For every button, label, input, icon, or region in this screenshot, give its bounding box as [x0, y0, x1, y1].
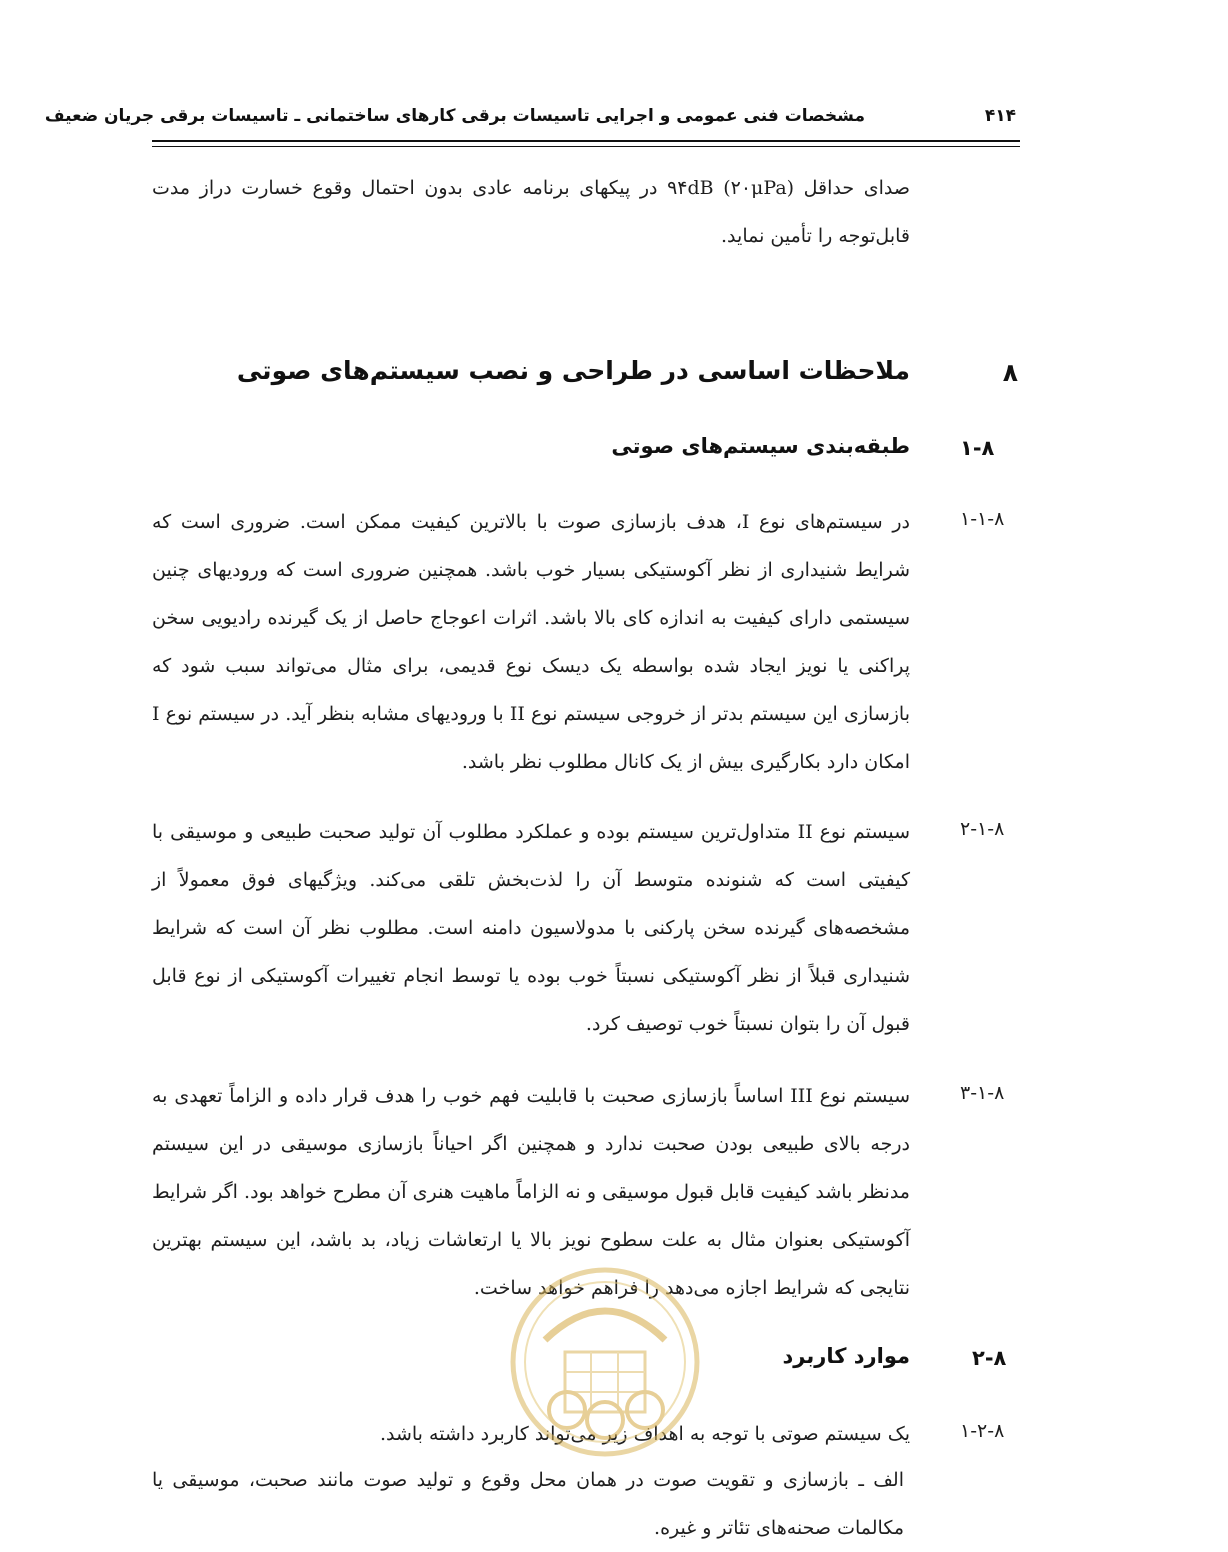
section-8-1-number: ۱-۸: [960, 436, 995, 460]
list-item-alef: الف ـ بازسازی و تقویت صوت در همان محل وقوع و تولید صوت مانند صحبت، موسیقی یا مکالمات صحنه‌های تئاتر و غیره.: [152, 1469, 904, 1539]
paragraph-number: ۱-۱-۸: [960, 508, 1005, 530]
header-title: مشخصات فنی عمومی و اجرایی تاسیسات برقی کارهای ساختمانی ـ تاسیسات برقی جریان ضعیف: [44, 106, 865, 126]
header-rule: [152, 140, 1020, 147]
paragraph-8-1-3: سیستم نوع III اساساً بازسازی صحبت با قابلیت فهم خوب را هدف قرار داده و الزاماً تعهدی به درجه بالای طبیعی بودن صحبت ندارد و همچنین اگر احیاناً بازسازی موسیقی در این سیستم مدنظر باشد کیفیت قابل قبول موسیقی و نه الزاماً ماهیت هنری آن مطرح خواهد بود. اگر شرایط آکوستیکی بعنوان مثال به علت سطوح نویز بالا یا ارتعاشات زیاد، بد باشد، این سیستم بهترین نتایجی که شرایط اجازه می‌دهد را فراهم خواهد ساخت.: [152, 1085, 910, 1299]
running-header: [44, 100, 1020, 140]
page-number: ۴۱۴: [984, 106, 1016, 126]
section-8-1-title: طبقه‌بندی سیستم‌های صوتی: [611, 434, 910, 458]
section-8-title: ملاحظات اساسی در طراحی و نصب سیستم‌های صوتی: [236, 356, 910, 385]
paragraph-8-1-1: در سیستم‌های نوع I، هدف بازسازی صوت با بالاترین کیفیت ممکن است. ضروری است که شرایط شنیداری از نظر آکوستیکی بسیار خوب باشد. همچنین ضروری است که ورودیهای چنین سیستمی دارای کیفیت به اندازه کای بالا باشد. اثرات اعوجاج حاصل از یک گیرنده رادیویی سخن پراکنی یا نویز ایجاد شده بواسطه یک دیسک نوع قدیمی، برای مثال می‌تواند سبب شود که بازسازی این سیستم بدتر از خروجی سیستم نوع II با ورودیهای مشابه بنظر آید. در سیستم نوع I امکان دارد بکارگیری بیش از یک کانال مطلوب نظر باشد.: [152, 511, 910, 773]
paragraph-8-2-1: یک سیستم صوتی با توجه به اهداف زیر می‌تواند کاربرد داشته باشد.: [379, 1423, 910, 1445]
section-8-2-title: موارد کاربرد: [782, 1344, 910, 1368]
paragraph-number: ۱-۲-۸: [960, 1420, 1005, 1442]
intro-paragraph: صدای حداقل ۹۴dB (۲۰μPa) در پیکهای برنامه عادی بدون احتمال وقوع خسارت دراز مدت قابل‌توجه را تأمین نماید.: [152, 177, 910, 247]
section-8-number: ۸: [1002, 358, 1018, 387]
paragraph-8-1-2: سیستم نوع II متداول‌ترین سیستم بوده و عملکرد مطلوب آن تولید صحبت طبیعی و موسیقی با کیفیتی است که شنونده متوسط آن را لذت‌بخش تلقی می‌کند. ویژگیهای فوق معمولاً از مشخصه‌های گیرنده سخن پارکنی با مدولاسیون دامنه است. مطلوب نظر آن است که شرایط شنیداری قبلاً از نظر آکوستیکی نسبتاً خوب بوده یا توسط انجام تغییرات آکوستیکی از نوع قابل قبول آن را بتوان نسبتاً خوب توصیف کرد.: [152, 821, 910, 1035]
paragraph-number: ۲-۱-۸: [960, 818, 1005, 840]
paragraph-number: ۳-۱-۸: [960, 1082, 1005, 1104]
section-8-2-number: ۲-۸: [972, 1346, 1007, 1370]
